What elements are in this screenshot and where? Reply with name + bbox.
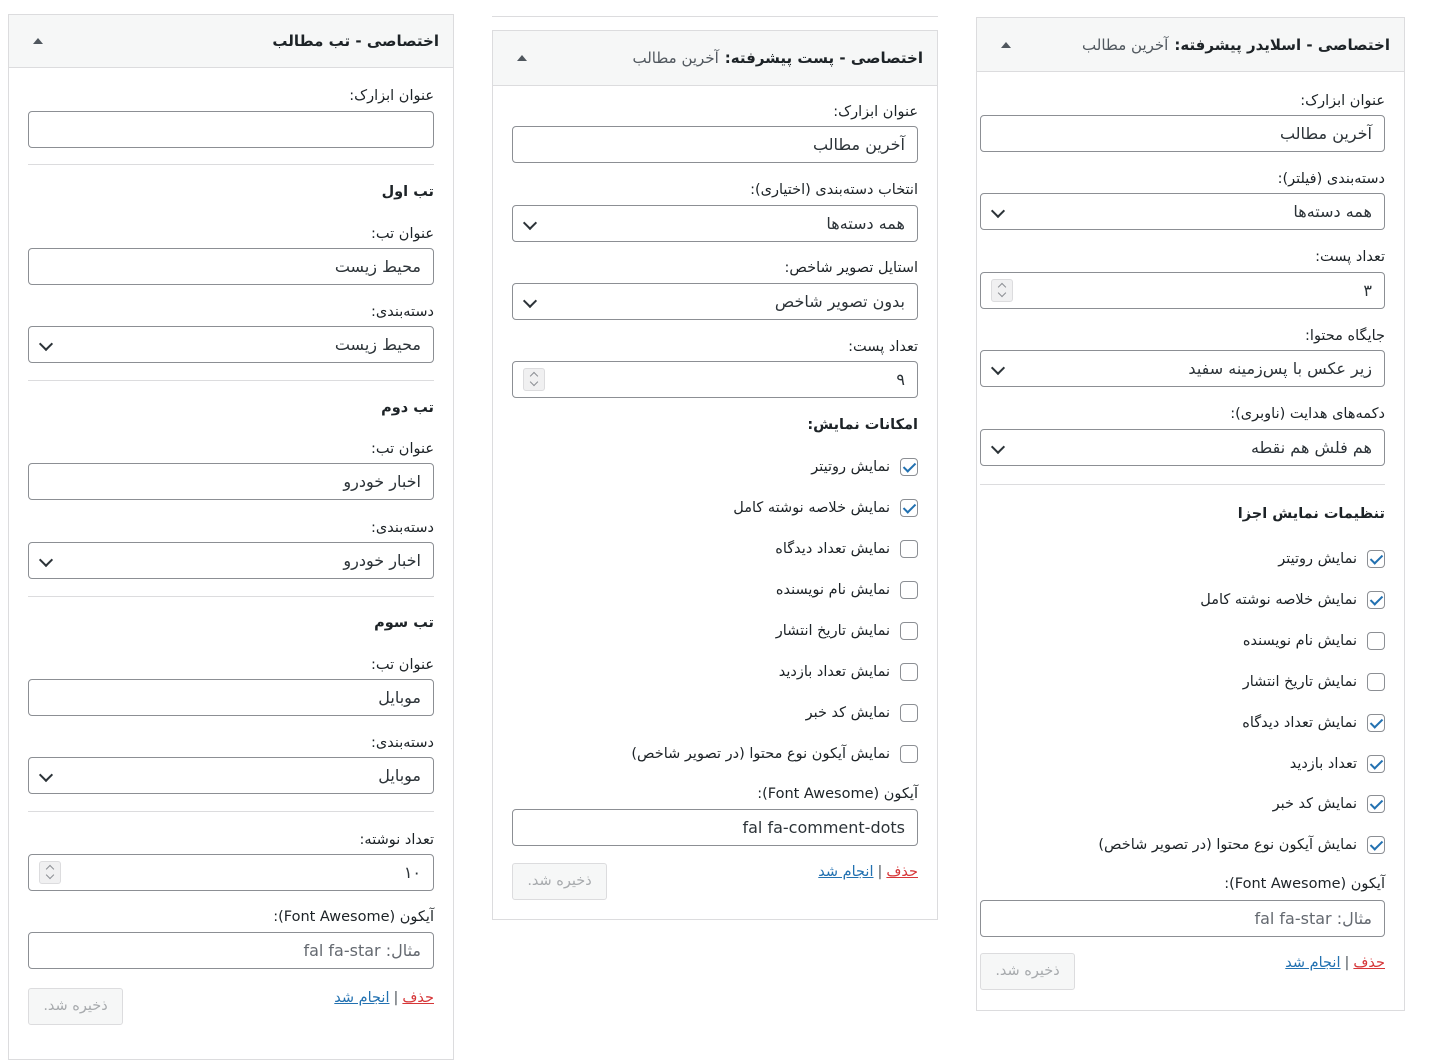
- checkbox[interactable]: [900, 622, 918, 640]
- done-link[interactable]: انجام شد: [1285, 955, 1341, 971]
- tab3-title-label: عنوان تب:: [371, 657, 434, 673]
- option-content-type-icon[interactable]: [631, 745, 918, 763]
- checkbox[interactable]: [900, 540, 918, 558]
- divider: [28, 811, 434, 812]
- tab2-heading: تب دوم: [381, 400, 434, 416]
- tab2-title-input[interactable]: اخبار خودرو: [28, 463, 434, 500]
- select-value: محیط زیست: [334, 335, 421, 354]
- select-value: همه دسته‌ها: [1293, 202, 1372, 221]
- tab3-title-input[interactable]: موبایل: [28, 679, 434, 716]
- option-label: نمایش خلاصه نوشته کامل: [1200, 592, 1357, 608]
- chevron-down-icon: [991, 440, 1005, 454]
- tab3-category-select[interactable]: [28, 757, 434, 794]
- chevron-down-icon: [39, 768, 53, 782]
- post-count-input[interactable]: [512, 361, 918, 398]
- widget-header[interactable]: [493, 30, 937, 86]
- navigation-label: دکمه‌های هدایت (ناوبری):: [1230, 406, 1385, 422]
- icon-input[interactable]: مثال: fal fa-star: [980, 900, 1385, 937]
- select-value: زیر عکس با پس‌زمینه سفید: [1188, 359, 1372, 378]
- option-label: نمایش روتیتر: [1278, 551, 1357, 567]
- select-value: موبایل: [378, 766, 421, 785]
- content-position-select[interactable]: [980, 350, 1385, 387]
- option-label: نمایش آیکون نوع محتوا (در تصویر شاخص): [1098, 837, 1357, 853]
- chevron-down-icon: [991, 204, 1005, 218]
- chevron-down-icon: [39, 553, 53, 567]
- chevron-down-icon: [523, 216, 537, 230]
- collapse-arrow-icon[interactable]: [517, 55, 527, 61]
- number-value: ۳: [1363, 281, 1372, 300]
- option-label: نمایش نام نویسنده: [1242, 633, 1357, 649]
- checkbox[interactable]: [1367, 755, 1385, 773]
- option-label: نمایش کد خبر: [805, 705, 890, 721]
- separator: |: [393, 990, 399, 1006]
- display-options-heading: امکانات نمایش:: [807, 417, 918, 433]
- collapse-arrow-icon[interactable]: [1001, 42, 1011, 48]
- checkbox[interactable]: [900, 663, 918, 681]
- save-button[interactable]: ذخیره شد.: [980, 953, 1075, 990]
- divider: [28, 164, 434, 165]
- delete-link[interactable]: حذف: [1353, 955, 1385, 971]
- option-comment-count[interactable]: [775, 540, 918, 558]
- widget-title-input[interactable]: آخرین مطالب: [512, 126, 918, 163]
- display-settings-heading: تنظیمات نمایش اجزا: [1237, 506, 1385, 522]
- divider: [28, 380, 434, 381]
- checkbox[interactable]: [1367, 673, 1385, 691]
- option-content-type-icon[interactable]: [1098, 836, 1385, 854]
- delete-link[interactable]: حذف: [402, 990, 434, 1006]
- widget-subtitle: آخرین مطالب: [632, 49, 719, 67]
- post-count-input[interactable]: [28, 854, 434, 891]
- option-comment-count[interactable]: [1242, 714, 1385, 732]
- separator: |: [1344, 955, 1350, 971]
- save-button[interactable]: ذخیره شد.: [512, 863, 607, 900]
- option-label: نمایش تاریخ انتشار: [1242, 674, 1357, 690]
- option-label: نمایش تاریخ انتشار: [775, 623, 890, 639]
- number-value: ۱۰: [403, 863, 421, 882]
- category-label: انتخاب دسته‌بندی (اختیاری):: [750, 182, 918, 198]
- done-link[interactable]: انجام شد: [818, 864, 874, 880]
- icon-input-value: fal fa-comment-dots: [742, 818, 905, 837]
- widget-subtitle: آخرین مطالب: [1082, 35, 1169, 54]
- select-value: همه دسته‌ها: [826, 214, 905, 233]
- number-spinner-icon[interactable]: [991, 279, 1013, 302]
- option-publish-date[interactable]: [1243, 673, 1385, 691]
- option-label: نمایش تعداد دیدگاه: [1242, 715, 1357, 731]
- checkbox[interactable]: [900, 581, 918, 599]
- save-button[interactable]: ذخیره شد.: [28, 988, 123, 1025]
- option-label: نمایش تعداد دیدگاه: [775, 541, 890, 557]
- option-news-code[interactable]: [806, 704, 918, 722]
- widget-actions: [334, 990, 434, 1006]
- chevron-down-icon: [39, 337, 53, 351]
- widget-title: اختصاصی - اسلایدر پیشرفته:: [1174, 35, 1390, 54]
- checkbox[interactable]: [1367, 550, 1385, 568]
- checkbox[interactable]: [1367, 591, 1385, 609]
- widget-header[interactable]: [9, 14, 453, 68]
- widget-title-input[interactable]: آخرین مطالب: [980, 115, 1385, 152]
- category-select[interactable]: [512, 205, 918, 242]
- checkbox[interactable]: [1367, 632, 1385, 650]
- icon-input[interactable]: [512, 809, 918, 846]
- select-value: بدون تصویر شاخص: [774, 292, 905, 311]
- tab1-title-label: عنوان تب:: [371, 226, 434, 242]
- number-spinner-icon[interactable]: [39, 861, 61, 884]
- post-count-label: تعداد نوشته:: [359, 832, 434, 848]
- option-label: نمایش کد خبر: [1272, 796, 1357, 812]
- option-view-count[interactable]: [1290, 755, 1385, 773]
- tab3-heading: تب سوم: [374, 615, 434, 631]
- content-position-label: جایگاه محتوا:: [1305, 328, 1385, 344]
- post-count-label: تعداد پست:: [848, 339, 918, 355]
- option-subtitle[interactable]: [811, 458, 918, 476]
- checkbox[interactable]: [900, 704, 918, 722]
- post-count-label: تعداد پست:: [1315, 249, 1385, 265]
- option-author[interactable]: [1243, 632, 1385, 650]
- separator: |: [877, 864, 883, 880]
- tab1-category-select[interactable]: [28, 326, 434, 363]
- widget-title-label: عنوان ابزارک:: [1300, 93, 1385, 109]
- select-value: اخبار خودرو: [343, 551, 421, 570]
- widget-actions: [818, 864, 918, 880]
- option-view-count[interactable]: [779, 663, 918, 681]
- navigation-select[interactable]: [980, 429, 1385, 466]
- icon-input[interactable]: مثال: fal fa-star: [28, 932, 434, 969]
- checkbox[interactable]: [1367, 836, 1385, 854]
- tab1-category-label: دسته‌بندی:: [370, 304, 434, 320]
- divider: [492, 16, 938, 17]
- slider-widget: [976, 17, 1405, 1011]
- tab1-title-input[interactable]: محیط زیست: [28, 248, 434, 285]
- category-label: دسته‌بندی (فیلتر):: [1277, 171, 1385, 187]
- collapse-arrow-icon[interactable]: [33, 38, 43, 44]
- delete-link[interactable]: حذف: [886, 864, 918, 880]
- category-select[interactable]: [980, 193, 1385, 230]
- chevron-down-icon: [991, 361, 1005, 375]
- number-value: ۹: [896, 370, 905, 389]
- post-widget: [492, 30, 938, 920]
- option-full-excerpt[interactable]: [733, 499, 918, 517]
- checkbox[interactable]: [900, 745, 918, 763]
- icon-label: آیکون (Font Awesome):: [1224, 876, 1385, 892]
- widget-title-label: عنوان ابزارک:: [833, 104, 918, 120]
- icon-label: آیکون (Font Awesome):: [757, 786, 918, 802]
- post-count-input[interactable]: [980, 272, 1385, 309]
- option-news-code[interactable]: [1273, 795, 1385, 813]
- chevron-down-icon: [523, 294, 537, 308]
- widget-title: اختصاصی - پست پیشرفته:: [724, 49, 923, 67]
- option-label: نمایش روتیتر: [811, 459, 890, 475]
- widget-title-label: عنوان ابزارک:: [349, 88, 434, 104]
- tab3-category-label: دسته‌بندی:: [370, 735, 434, 751]
- tabs-widget: [8, 14, 454, 1060]
- tab2-category-label: دسته‌بندی:: [370, 520, 434, 536]
- checkbox[interactable]: [900, 499, 918, 517]
- checkbox[interactable]: [1367, 795, 1385, 813]
- tab2-title-label: عنوان تب:: [371, 441, 434, 457]
- thumb-style-label: استایل تصویر شاخص:: [784, 260, 918, 276]
- divider: [980, 484, 1385, 485]
- widget-header[interactable]: [977, 17, 1404, 72]
- widget-actions: [1285, 955, 1385, 971]
- option-label: نمایش نام نویسنده: [775, 582, 890, 598]
- tab2-category-select[interactable]: [28, 542, 434, 579]
- option-author[interactable]: [776, 581, 918, 599]
- thumb-style-select[interactable]: [512, 283, 918, 320]
- number-spinner-icon[interactable]: [523, 368, 545, 391]
- checkbox[interactable]: [1367, 714, 1385, 732]
- widget-title: اختصاصی - تب مطالب: [272, 32, 439, 50]
- option-label: نمایش آیکون نوع محتوا (در تصویر شاخص): [631, 746, 890, 762]
- select-value: هم فلش هم نقطه: [1250, 438, 1372, 457]
- option-subtitle[interactable]: [1278, 550, 1385, 568]
- option-label: نمایش تعداد بازدید: [778, 664, 890, 680]
- done-link[interactable]: انجام شد: [334, 990, 390, 1006]
- checkbox[interactable]: [900, 458, 918, 476]
- option-label: نمایش خلاصه نوشته کامل: [733, 500, 890, 516]
- option-publish-date[interactable]: [776, 622, 918, 640]
- divider: [28, 596, 434, 597]
- tab1-heading: تب اول: [381, 184, 434, 200]
- option-full-excerpt[interactable]: [1200, 591, 1385, 609]
- icon-label: آیکون (Font Awesome):: [273, 909, 434, 925]
- option-label: تعداد بازدید: [1289, 756, 1357, 772]
- widget-title-input[interactable]: [28, 111, 434, 148]
